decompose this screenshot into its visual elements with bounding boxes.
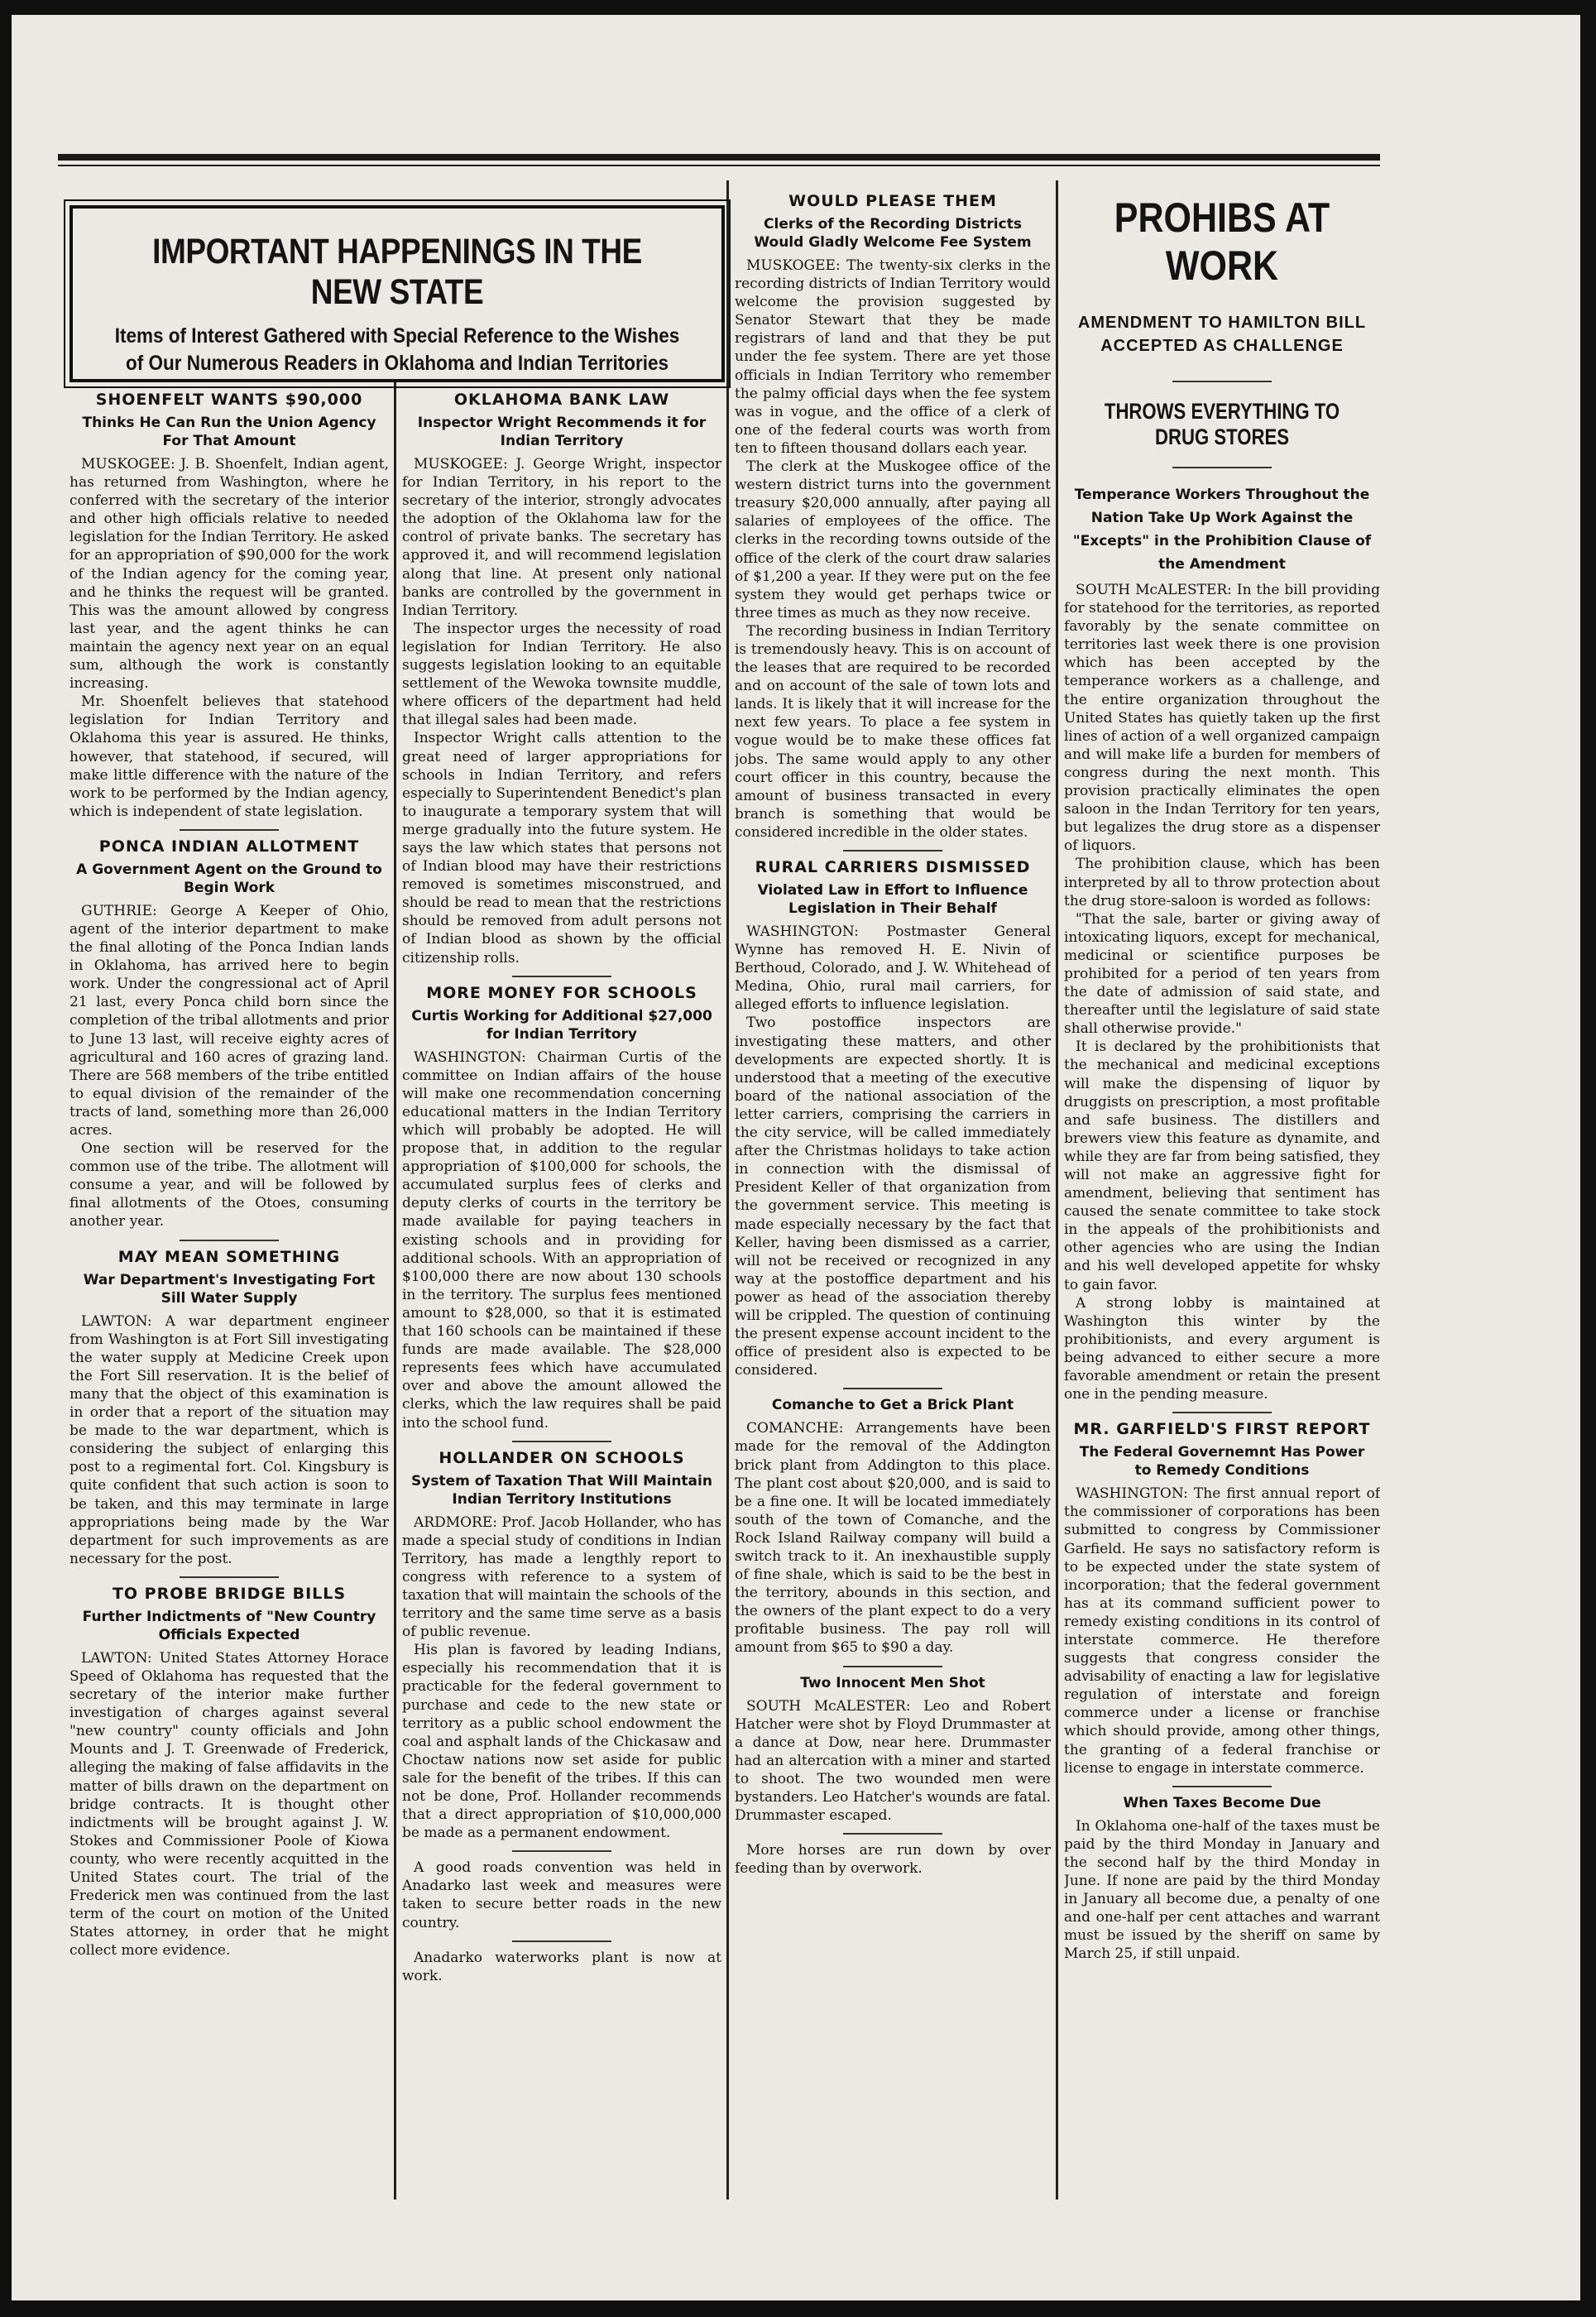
article-subhead: Thinks He Can Run the Union Agency For That Amount xyxy=(82,415,376,449)
article-subhead: Curtis Working for Additional $27,000 for Indian Territory xyxy=(411,1007,712,1043)
article-paragraph: WASHINGTON: Chairman Curtis of the committee on Indian affairs of the house will make one recommendation concerning educational matters in the Indian Territory which will probably be adopted. He will propose that, in addition to the regular appropriation of $100,000 for schools, the accumulated surplus fees of clerks and deputy clerks of courts in the territory be made available for paying teachers in existing schools and in providing for additional schools. With an appropriation of $100,000 there are now about 130 schools in the territory. The surplus fees mentioned amount to $28,000, so that it is estimated that 160 schools can be maintained if these funds are made available. The $28,000 represents fees which have accumulated over and above the amount allowed the clerks, which the law requires shall be paid into the school fund. xyxy=(402,1048,721,1432)
article-paragraph: COMANCHE: Arrangements have been made for the removal of the Addington brick plant from Addington to this place. The plant cost about $20,000, and is said to be a fine one. It will be located immediately south of the town of Comanche, and the Rock Island Railway company will build a switch track to it. An inexhaustible supply of fine shale, which is said to be the best in the territory, abounds in this section, and the owners of the plant expect to do a very profitable business. The pay roll will amount from $65 to $90 a day. xyxy=(735,1420,1051,1657)
top-rule-thin xyxy=(58,165,1380,166)
article-subhead: Comanche to Get a Brick Plant xyxy=(771,1397,1014,1414)
separator xyxy=(180,1240,279,1241)
separator xyxy=(512,1850,611,1852)
article-paragraph: It is declared by the prohibitionists that the mechanical and medicinal exceptions will make the dispensing of liquor by druggists on prescription, a most profitable and safe business. The distillers and brewers view this feature as dynamite, and while they are far from being satisfied, they will not make an aggressive fight for amendment, believing that sentiment has caused the senate committee to take stock in the appeals of the prohibitionists and other agencies who are using the Indian and his well developed appetite for whsky to gain favor. xyxy=(1064,1039,1380,1293)
article-paragraph: Inspector Wright calls attention to the great need of larger appropriations for schools in Indian Territory, and refers especially to Superintendent Benedict's plan to inaugurate a temporary system that will merge gradually into the future system. He says the law which states that persons not of Indian blood may have their restrictions removed is sometimes misconstrued, and should be read to mean that the restrictions should be removed from adult persons not of Indian blood as shown by the official citizenship rolls. xyxy=(402,730,721,967)
column-rule xyxy=(394,379,396,2199)
article-paragraph: SOUTH McALESTER: In the bill providing for statehood for the territories, as reported favorably by the senate committee on territories last week there is one provision which has been accepted by the temperance workers as a challenge, and the entire organization throughout the United States has quietly taken up the first lines of action of a well organized campaign and will make life a burden for members of congress during the next month. This provision practically eliminates the open saloon in the Indan Territory for ten years, but legalizes the drug store as a dispenser of liquors. xyxy=(1064,582,1380,855)
article-paragraph: GUTHRIE: George A Keeper of Ohio, agent of the interior department to make the final alloting of the Ponca Indian lands in Oklahoma, has arrived here to begin work. Under the congressional act of April 21 last, every Ponca child born since the completion of the tribal allotments and prior to June 13 last, will receive eighty acres of agricultural and 160 acres of grazing land. There are 568 members of the tribe entitled to equal division of the remainder of the tracts of land, something more than 26,000 acres. xyxy=(69,902,389,1139)
article-subhead: Inspector Wright Recommends it for Indian Territory xyxy=(417,415,707,449)
separator xyxy=(843,1833,942,1835)
article-headline: TO PROBE BRIDGE BILLS xyxy=(112,1584,347,1603)
article-paragraph: Mr. Shoenfelt believes that statehood legislation for Indian Territory and Oklahoma this year is assured. He thinks, however, that statehood, if secured, will make little difference with the nature of the work to be performed by the Indian agency, which is independent of state legislation. xyxy=(69,693,389,820)
article-subhead: Two Innocent Men Shot xyxy=(800,1674,985,1691)
article-headline: MORE MONEY FOR SCHOOLS xyxy=(426,983,697,1002)
article-paragraph: ARDMORE: Prof. Jacob Hollander, who has made a special study of conditions in Indian Territory, has made a lengthly report to congress with reference to a system of taxation that will maintain the schools of the territory and the same time serve as a basis of public revenue. xyxy=(402,1513,721,1641)
article-subhead: System of Taxation That Will Maintain Indian Territory Institutions xyxy=(411,1472,712,1508)
separator xyxy=(512,1940,611,1942)
article-paragraph: "That the sale, barter or giving away of intoxicating liquors, except for mechanical, medicinal or scientifice purposes be prohibited for a period of ten years from the date of admission of said state, and thereafter until the legislature of said state shall otherwise provide." xyxy=(1064,910,1380,1038)
article-headline: MAY MEAN SOMETHING xyxy=(117,1247,341,1266)
article-paragraph: LAWTON: United States Attorney Horace Speed of Oklahoma has requested that the secretary of the interior make further investigation of charges against several "new country" county officials and John Mounts and J. T. Greenwade of Frederick, alleging the making of false affidavits in the matter of bills drawn on the department on bridge contracts. It is thought other indictments will be brought against J. W. Stokes and Commissioner Poole of Kiowa county, who were recently acquitted in the United States court. The trial of the Frederick men was continued from the last term of the court on motion of the United States attorney, in order that he might collect more evidence. xyxy=(69,1649,389,1960)
news-brief: Anadarko waterworks plant is now at work. xyxy=(402,1949,721,1984)
article-paragraph: The prohibition clause, which has been interpreted by all to throw protection about the drug store-saloon is worded as follows: xyxy=(1064,856,1380,909)
article-paragraph: A strong lobby is maintained at Washington this winter by the prohibitionists, and every argument is being advanced to either secure a more favorable amendment or retain the present one in the pending measure. xyxy=(1064,1294,1380,1403)
article-deck: AMENDMENT TO HAMILTON BILL ACCEPTED AS CHALLENGE xyxy=(1077,314,1367,355)
separator xyxy=(1172,1786,1272,1787)
article-subhead: A Government Agent on the Ground to Begin Work xyxy=(76,861,382,896)
separator xyxy=(180,1576,279,1578)
article-paragraph: WASHINGTON: The first annual report of the commissioner of corporations has been submitted to congress by Commissioner Garfield. He says no satisfactory reform is to be expected under the state system of incorporation; that the federal government has at its command sufficient power to remedy existing conditions in its control of interstate commerce. He therefore suggests that congress consider the advisability of enacting a law for legislative regulation of interstate and foreign commerce under a license or franchise which should provide, among other things, the granting of a federal franchise or license to engage in interstate commerce. xyxy=(1064,1485,1380,1777)
article-paragraph: WASHINGTON: Postmaster General Wynne has removed H. E. Nivin of Berthoud, Colorado, and J. W. Whitehead of Medina, Ohio, rural mail carriers, for alleged efforts to influence legislation. xyxy=(735,923,1051,1014)
article-paragraph: One section will be reserved for the common use of the tribe. The allotment will consume a year, and will be followed by final allotments of the Otoes, consuming another year. xyxy=(69,1140,389,1230)
article-subhead: Further Indictments of "New Country Officials Expected xyxy=(82,1608,376,1643)
article-paragraph: SOUTH McALESTER: Leo and Robert Hatcher were shot by Floyd Drummaster at a dance at Dow, near here. Drummaster had an altercation with a miner and started to shoot. The two wounded men were bystanders. Leo Hatcher's wounds are fatal. Drummaster escaped. xyxy=(735,1697,1051,1825)
separator xyxy=(180,829,279,831)
column-1 xyxy=(69,386,389,2206)
separator xyxy=(512,1441,611,1442)
article-subhead: Temperance Workers Throughout the Nation Take Up Work Against the "Excepts" in the Prohibition Clause of the Amendment xyxy=(1072,487,1372,573)
separator xyxy=(512,976,611,977)
article-headline: WOULD PLEASE THEM xyxy=(788,192,997,210)
article-headline: HOLLANDER ON SCHOOLS xyxy=(439,1448,685,1467)
article-paragraph: MUSKOGEE: The twenty-six clerks in the recording districts of Indian Territory would welcome the provision suggested by Senator Stewart that they be made registrars of land and that they be put under the fee system. There are yet those officials in Indian Territory who remember the palmy official days when the fee system was in vogue, and the office of a clerk of one of the federal courts was worth from ten to fifteen thousand dollars each year. xyxy=(735,257,1051,457)
separator xyxy=(1172,381,1272,382)
article-subhead: The Federal Governemnt Has Power to Remedy Conditions xyxy=(1079,1444,1365,1480)
article-headline: PROHIBS AT WORK xyxy=(1114,194,1330,289)
column-3 xyxy=(735,187,1051,2206)
article-paragraph: MUSKOGEE: J. George Wright, inspector for Indian Territory, in his report to the secretary of the interior, strongly advocates the adoption of the Oklahoma law for the control of private banks. The secretary has approved it, and will recommend legislation along that line. At present only national banks are controlled by the government in Indian Territory. xyxy=(402,456,721,619)
article-headline: OKLAHOMA BANK LAW xyxy=(453,391,670,409)
column-2 xyxy=(402,386,721,2206)
article-subhead: Clerks of the Recording Districts Would Gladly Welcome Fee System xyxy=(754,216,1032,251)
article-paragraph: LAWTON: A war department engineer from Washington is at Fort Sill investigating the water supply at Medicine Creek upon the Fort Sill reservation. It is the belief of many that the object of this examination is in order that a report of the situation may be made to the war department, which is considering the subject of enlarging this post to a regimental fort. Col. Kingsbury is quite confident that such action is soon to be taken, and this may terminate in large appropriations being made by the War department for such improvements as are necessary for the post. xyxy=(69,1312,389,1567)
article-paragraph: The clerk at the Muskogee office of the western district turns into the government treasury $20,000 annually, after paying all salaries of employees of the office. The clerks in the recording towns outside of the office of the clerk of the court draw salaries of $1,200 a year. If they were put on the fee system they would get perhaps twice or three times as much as they now receive. xyxy=(735,458,1051,621)
separator xyxy=(843,1666,942,1667)
article-headline: MR. GARFIELD'S FIRST REPORT xyxy=(1073,1420,1371,1439)
column-rule xyxy=(726,180,729,2199)
article-headline: RURAL CARRIERS DISMISSED xyxy=(755,858,1031,876)
article-paragraph: The recording business in Indian Territory is tremendously heavy. This is on account of the leases that are required to be recorded and on account of the sale of town lots and lands. It is likely that it will increase for the next few years. To place a fee system in vogue would be to make these offices fat jobs. The same would apply to any other court officer in this country, because the amount of business transacted in every branch is something that would be considered incredible in the older states. xyxy=(735,622,1051,841)
article-subhead: When Taxes Become Due xyxy=(1123,1794,1321,1811)
separator xyxy=(1172,1412,1272,1413)
article-paragraph: His plan is favored by leading Indians, especially his recommendation that it is practicable for the federal government to purchase and cede to the new state or territory as a public school endowment the coal and asphalt lands of the Chickasaw and Choctaw nations now set aside for public sale for the benefit of the tribes. If this can not be done, Prof. Hollander recommends that a direct appropriation of $10,000,000 be made as a permanent endowment. xyxy=(402,1642,721,1842)
news-brief: A good roads convention was held in Anadarko last week and measures were taken to secure better roads in the new country. xyxy=(402,1859,721,1931)
article-deck: THROWS EVERYTHING TO DRUG STORES xyxy=(1104,399,1340,449)
article-headline: PONCA INDIAN ALLOTMENT xyxy=(98,837,360,856)
article-paragraph: The inspector urges the necessity of road legislation for Indian Territory. He also suggests legislation looking to an equitable settlement of the Wewoka townsite muddle, where officers of the department had held that illegal sales had been made. xyxy=(402,620,721,729)
article-subhead: War Department's Investigating Fort Sill Water Supply xyxy=(83,1271,376,1307)
page-subtitle: Items of Interest Gathered with Special Reference to the Wishes of Our Numerous Readers in Oklahoma and Indian Territories xyxy=(114,324,680,375)
article-paragraph: Two postoffice inspectors are investigating these matters, and other developments are expected shortly. It is understood that a meeting of the executive board of the national association of the letter carriers, comprising the carriers in the city service, will be called immediately after the Christmas holidays to take action in connection with the dismissal of President Keller of that organization from the government service. This meeting is made especially necessary by the fact that Keller, having been dismissed as a carrier, will not be received or recognized in any way at the postoffice department and his power as head of the association thereby will be crippled. The question of continuing the present expense account incident to the office of president also is expected to be considered. xyxy=(735,1015,1051,1379)
article-subhead: Violated Law in Effort to Influence Legislation in Their Behalf xyxy=(757,882,1028,917)
news-brief: More horses are run down by over feeding than by overwork. xyxy=(735,1842,1051,1878)
article-paragraph: MUSKOGEE: J. B. Shoenfelt, Indian agent, has returned from Washington, where he conferred with the secretary of the interior and other high officials relative to needed legislation for the Indian Territory. He asked for an appropriation of $90,000 for the work of the Indian agency for the coming year, and he thinks the request will be granted. This was the amount allowed by congress last year, and the agent thinks he can maintain the agency next year on an equal sum, although the work is constantly increasing. xyxy=(69,456,389,693)
column-rule xyxy=(1056,180,1058,2199)
article-headline: SHOENFELT WANTS $90,000 xyxy=(95,391,363,409)
separator xyxy=(1172,467,1272,468)
headline-box xyxy=(69,205,725,382)
top-rule xyxy=(58,154,1380,161)
article-paragraph: In Oklahoma one-half of the taxes must be paid by the third Monday in January and the second half by the third Monday in June. If none are paid by the third Monday in January all become due, a penalty of one and one-half per cent attaches and warrant must be issued by the sheriff on same by March 25, if still unpaid. xyxy=(1064,1817,1380,1963)
newspaper-page xyxy=(12,15,1580,2300)
page-title: IMPORTANT HAPPENINGS IN THE NEW STATE xyxy=(152,232,642,312)
separator xyxy=(843,850,942,851)
separator xyxy=(843,1388,942,1389)
column-4 xyxy=(1064,187,1380,2206)
